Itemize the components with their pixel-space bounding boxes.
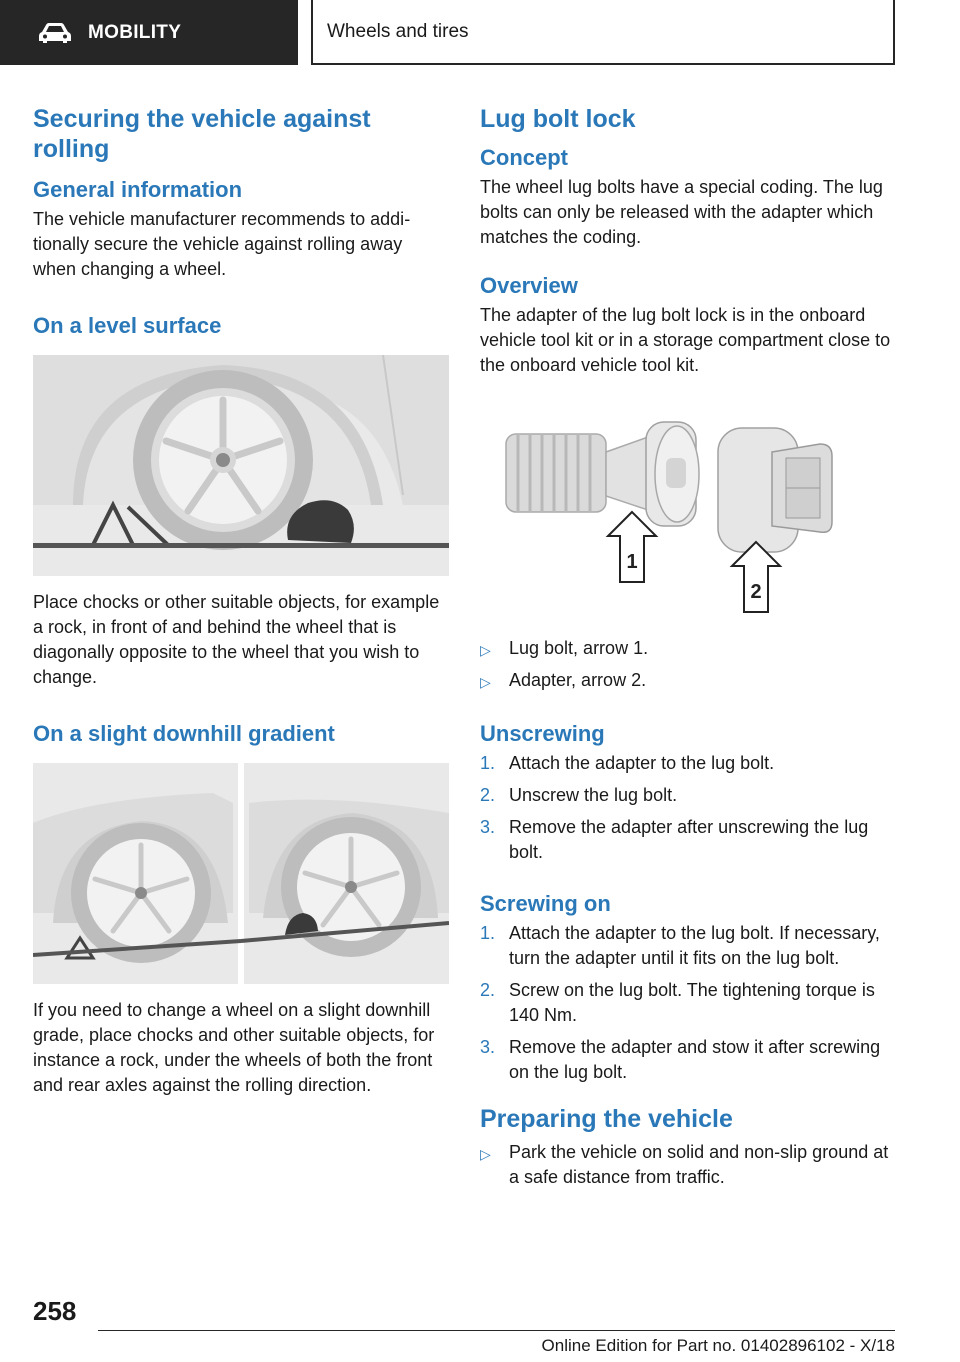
step-number: 2. xyxy=(480,785,496,805)
header-section-tab xyxy=(0,0,298,65)
section-title: MOBILITY xyxy=(88,21,182,43)
step-number: 2. xyxy=(480,980,496,1000)
step-number: 3. xyxy=(480,817,496,837)
wheel-chock-level-illustration xyxy=(33,355,449,576)
list-item: ▷ Park the vehicle on solid and non-slip ground at a safe distance from traffic. xyxy=(480,1142,889,1187)
figure-downhill-gradient xyxy=(33,763,449,984)
step-number: 3. xyxy=(480,1037,496,1057)
list-item: 2. Unscrew the lug bolt. xyxy=(480,783,898,808)
footer-divider xyxy=(98,1330,895,1331)
general-information-text: The vehicle manufacturer recommends to additionally secure the vehicle against rolling away when changing a wheel. xyxy=(33,209,411,279)
screwing-steps xyxy=(480,921,898,1085)
concept-text: The wheel lug bolts have a special coding. The lug bolts can only be released with the adapter which matches the coding. xyxy=(480,177,883,247)
edition-text: Online Edition for Part no. 01402896102 - X/18 xyxy=(541,1336,895,1355)
arrow-label-1: 1 xyxy=(626,551,638,573)
heading-overview: Overview xyxy=(480,273,578,298)
level-surface-text: Place chocks or other suitable objects, for example a rock, in front of and behind the wheel that is diagonally opposite to the wheel that you wish to change. xyxy=(33,592,440,687)
bullet-marker: ▷ xyxy=(480,1146,491,1162)
page-number: 258 xyxy=(33,1296,77,1326)
header-chapter-box xyxy=(311,0,895,65)
heading-downhill-gradient: On a slight downhill gradient xyxy=(33,721,335,746)
lug-bolt-adapter-illustration xyxy=(480,392,898,632)
heading-securing-vehicle: Securing the vehicle against rolling xyxy=(33,105,371,163)
list-item: 2. Screw on the lug bolt. The tightening torque is 140 Nm. xyxy=(480,980,875,1025)
list-item: 1. Attach the adapter to the lug bolt. If necessary, turn the adapter until it fits on the lug bolt. xyxy=(480,923,880,968)
heading-level-surface: On a level surface xyxy=(33,313,222,338)
bullet-marker: ▷ xyxy=(480,674,491,690)
downhill-gradient-text: If you need to change a wheel on a slight downhill grade, place chocks and other suitable objects, for instance a rock, under the wheels of both the front and rear axles against the rolling direction. xyxy=(33,1000,435,1095)
wheel-chock-downhill-illustration xyxy=(33,763,449,984)
right-column xyxy=(480,104,898,1197)
car-icon xyxy=(38,22,72,44)
figure-level-surface xyxy=(33,355,449,576)
unscrewing-steps xyxy=(480,751,898,865)
overview-text: The adapter of the lug bolt lock is in the onboard vehicle tool kit or in a storage compartment close to the onboard vehicle tool kit. xyxy=(480,305,891,375)
heading-lug-bolt-lock: Lug bolt lock xyxy=(480,105,636,133)
list-item: ▷ Lug bolt, arrow 1. xyxy=(480,636,898,661)
arrow-label-2: 2 xyxy=(750,581,762,603)
step-number: 1. xyxy=(480,923,496,943)
list-item: 3. Remove the adapter after unscrewing the lug bolt. xyxy=(480,817,869,862)
heading-screwing-on: Screwing on xyxy=(480,891,611,916)
chapter-title: Wheels and tires xyxy=(327,20,469,42)
list-item: 1. Attach the adapter to the lug bolt. xyxy=(480,751,898,776)
overview-list xyxy=(480,636,898,693)
figure-lug-bolt-adapter xyxy=(480,392,898,632)
preparing-list xyxy=(480,1140,898,1190)
heading-general-information: General information xyxy=(33,177,243,202)
list-item: ▷ Adapter, arrow 2. xyxy=(480,668,898,693)
list-item: 3. Remove the adapter and stow it after screwing on the lug bolt. xyxy=(480,1037,881,1082)
heading-unscrewing: Unscrewing xyxy=(480,721,605,746)
heading-preparing-vehicle: Preparing the vehicle xyxy=(480,1105,733,1133)
left-column xyxy=(33,104,449,1098)
step-number: 1. xyxy=(480,753,496,773)
bullet-marker: ▷ xyxy=(480,642,491,658)
heading-concept: Concept xyxy=(480,145,568,170)
